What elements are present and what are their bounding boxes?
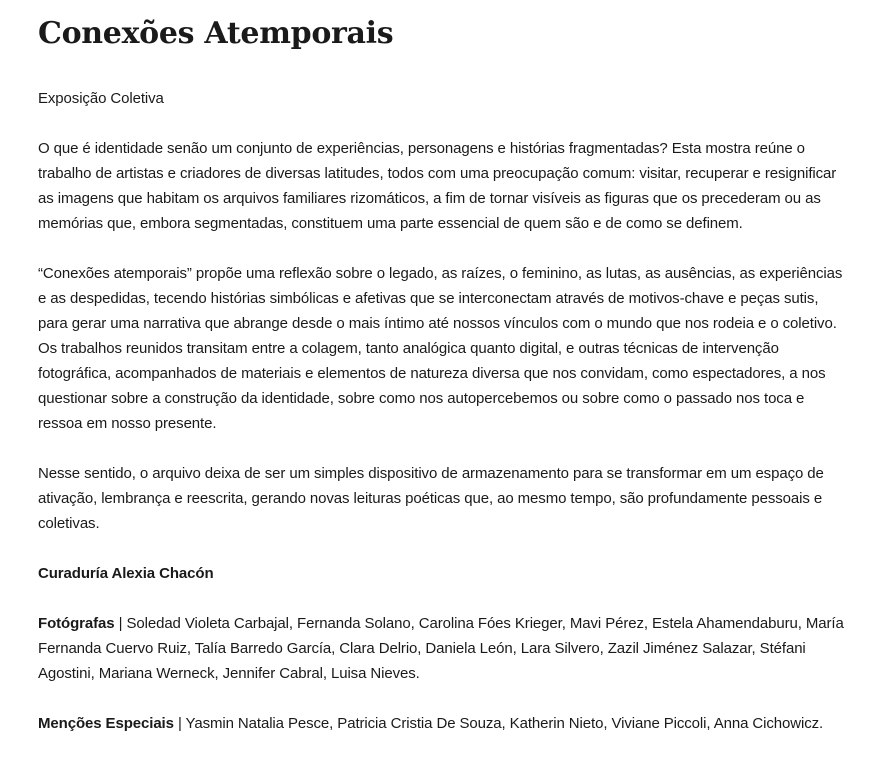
special-mentions-credit bbox=[38, 711, 844, 736]
photographers-credit bbox=[38, 611, 844, 686]
curator-name: Curaduría Alexia Chacón bbox=[38, 565, 214, 582]
special-mentions-separator: | bbox=[173, 715, 186, 732]
special-mentions-names: Yasmin Natalia Pesce, Patricia Cristia De Souza, Katherin Nieto, Viviane Piccoli, Anna Cichowicz. bbox=[185, 715, 824, 732]
photographers-separator: | bbox=[114, 615, 127, 632]
archive-paragraph: Nesse sentido, o arquivo deixa de ser um simples dispositivo de armazenamento para se transformar em um espaço de ativação, lembrança e reescrita, gerando novas leituras poéticas que, ao mesmo tempo, são profundamente pessoais e coletivas. bbox=[38, 465, 824, 532]
page-title: Conexões Atemporais bbox=[38, 16, 394, 51]
exhibition-subtitle: Exposição Coletiva bbox=[38, 90, 164, 107]
photographers-label: Fotógrafas bbox=[38, 615, 115, 632]
reflection-paragraph: “Conexões atemporais” propõe uma reflexão sobre o legado, as raízes, o feminino, as lutas, as ausências, as experiências e as despedidas, tecendo histórias simbólicas e afetivas que se interconectam através de motivos-chave e peças sutis, para gerar uma narrativa que abrange desde o mais íntimo até nossos vínculos com o mundo que nos rodeia e o coletivo. Os trabalhos reunidos transitam entre a colagem, tanto analógica quanto digital, e outras técnicas de intervenção fotográfica, acompanhados de materiais e elementos de natureza diversa que nos convidam, como espectadores, a nos questionar sobre a construção da identidade, sobre como nos autopercebemos ou sobre como o passado nos toca e ressoa em nosso presente. bbox=[38, 265, 843, 432]
special-mentions-label: Menções Especiais bbox=[38, 715, 174, 732]
curator-credit bbox=[38, 561, 844, 586]
intro-paragraph: O que é identidade senão um conjunto de experiências, personagens e histórias fragmentadas? Esta mostra reúne o trabalho de artistas e criadores de diversas latitudes, todos com uma preocupação comum: visitar, recuperar e resignificar as imagens que habitam os arquivos familiares rizomáticos, a fim de tornar visíveis as figuras que os precederam ou as memórias que, embora segmentadas, constituem uma parte essencial de quem são e de como se definem. bbox=[38, 140, 837, 232]
photographers-names: Soledad Violeta Carbajal, Fernanda Solano, Carolina Fóes Krieger, Mavi Pérez, Estela Ahamendaburu, María Fernanda Cuervo Ruiz, Talía Barredo García, Clara Delrio, Daniela León, Lara Silvero, Zazil Jiménez Salazar, Stéfani Agostini, Mariana Werneck, Jennifer Cabral, Luisa Nieves. bbox=[38, 615, 844, 682]
article bbox=[38, 0, 844, 736]
